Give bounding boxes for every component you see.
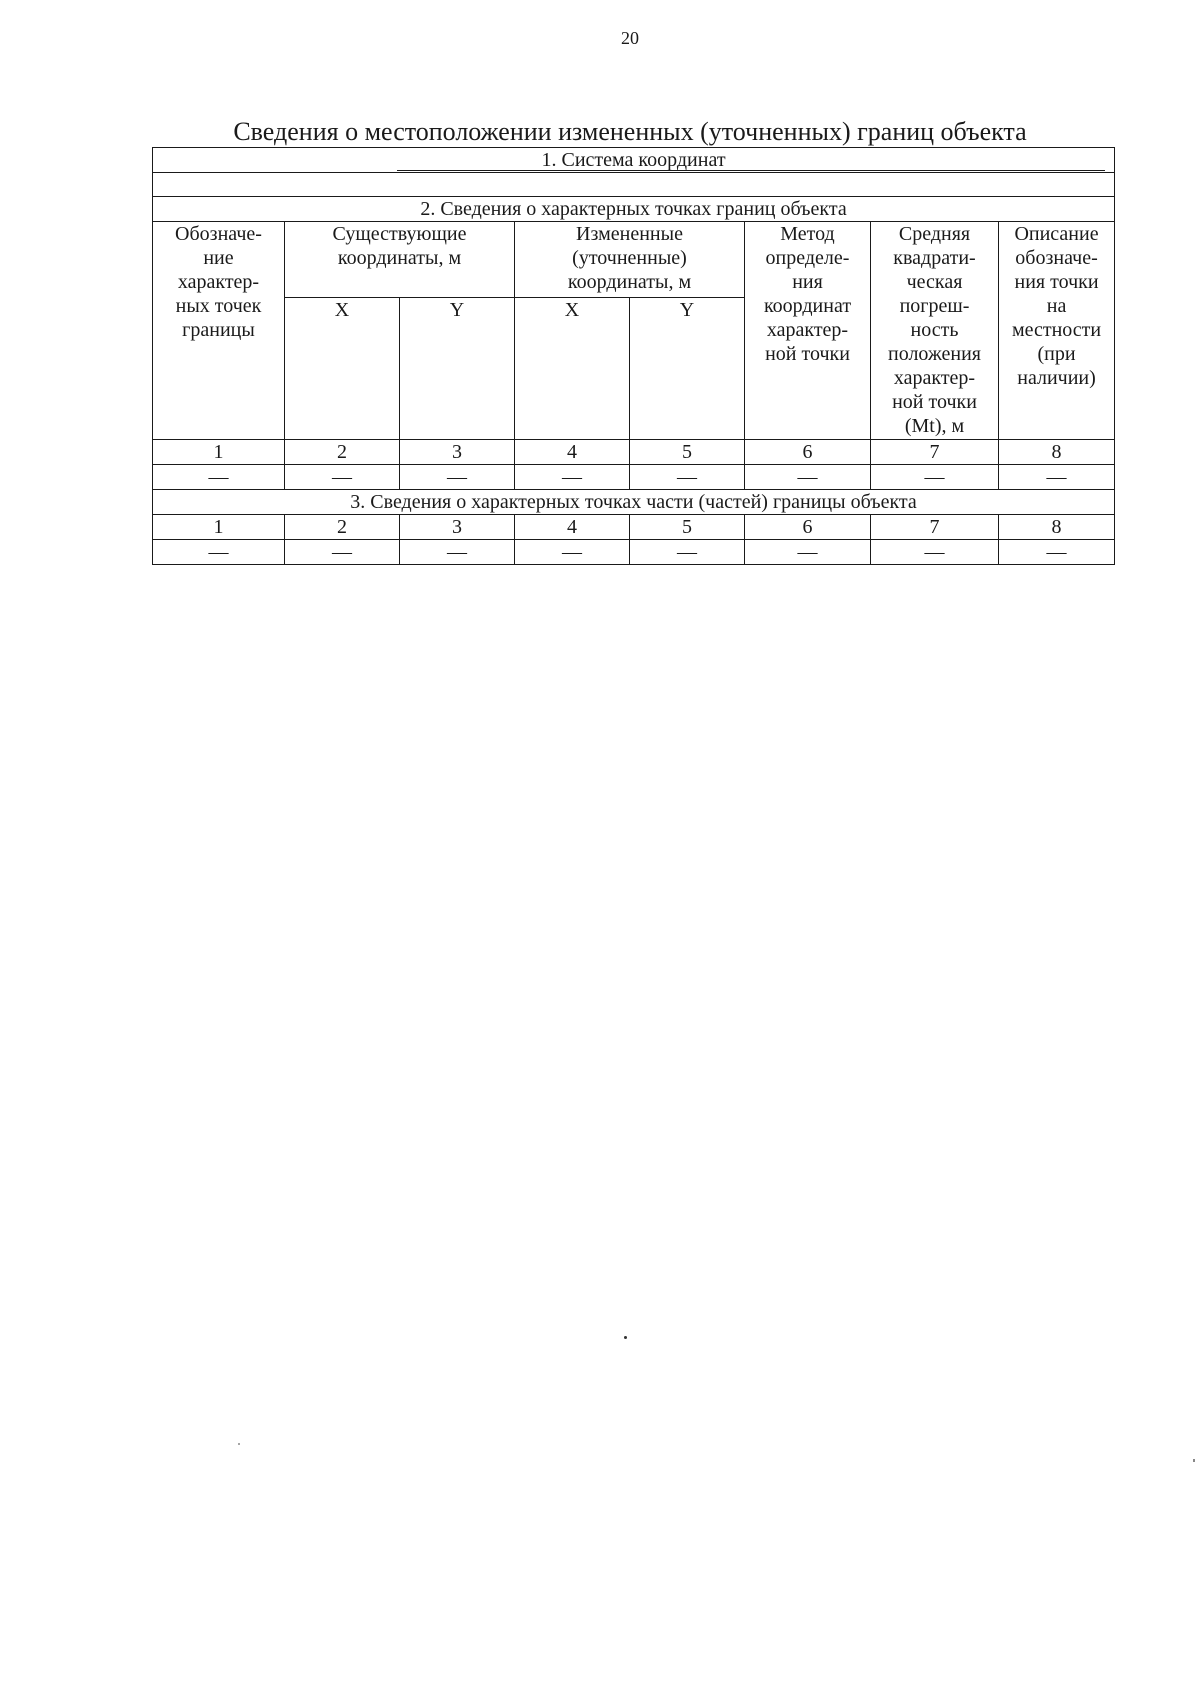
table-cell: — xyxy=(745,540,871,565)
header-changed-x: X xyxy=(515,298,630,440)
column-number: 3 xyxy=(400,515,515,540)
column-number: 1 xyxy=(153,515,285,540)
column-number: 5 xyxy=(630,515,745,540)
header-changed-y: Y xyxy=(630,298,745,440)
header-mean-square-error: Средняя квадрати- ческая погреш- ность положения характер- ной точки (Mt), м xyxy=(871,222,999,440)
column-number: 8 xyxy=(999,515,1115,540)
header-point-designation: Обозначе- ние характер- ных точек границы xyxy=(153,222,285,440)
header-changed-coordinates: Измененные (уточненные) координаты, м xyxy=(515,222,745,298)
table-cell: — xyxy=(999,540,1115,565)
section-1-row xyxy=(153,148,1115,173)
table-cell: — xyxy=(515,540,630,565)
boundary-points-table xyxy=(152,147,1115,565)
table-row xyxy=(153,540,1115,565)
table-cell: — xyxy=(745,465,871,490)
scan-speck xyxy=(1193,1459,1195,1462)
table-cell: — xyxy=(285,465,400,490)
section-2-column-numbers xyxy=(153,440,1115,465)
section-3-label: 3. Сведения о характерных точках части (частей) границы объекта xyxy=(153,490,1115,515)
document-title: Сведения о местоположении измененных (уточненных) границ объекта xyxy=(233,117,1027,146)
section-2-label: 2. Сведения о характерных точках границ объекта xyxy=(153,197,1115,222)
header-existing-y: Y xyxy=(400,298,515,440)
column-number: 2 xyxy=(285,440,400,465)
scan-speck xyxy=(238,1443,240,1445)
header-point-description: Описание обозначе- ния точки на местности (при наличии) xyxy=(999,222,1115,440)
section-3-column-numbers xyxy=(153,515,1115,540)
header-method: Метод определе- ния координат характер- ной точки xyxy=(745,222,871,440)
column-number: 8 xyxy=(999,440,1115,465)
table-row xyxy=(153,465,1115,490)
table-cell: — xyxy=(630,465,745,490)
column-number: 4 xyxy=(515,515,630,540)
column-number: 2 xyxy=(285,515,400,540)
column-number: 6 xyxy=(745,515,871,540)
column-number: 7 xyxy=(871,515,999,540)
table-cell: — xyxy=(285,540,400,565)
table-cell: — xyxy=(153,465,285,490)
table-cell: — xyxy=(400,540,515,565)
scan-speck xyxy=(624,1336,627,1339)
table-cell: — xyxy=(630,540,745,565)
column-number: 1 xyxy=(153,440,285,465)
table-cell: — xyxy=(400,465,515,490)
column-number: 4 xyxy=(515,440,630,465)
table-cell: — xyxy=(871,465,999,490)
column-number: 5 xyxy=(630,440,745,465)
table-cell: — xyxy=(153,540,285,565)
column-number: 3 xyxy=(400,440,515,465)
section-1-label: 1. Система координат xyxy=(541,149,726,171)
table-cell: — xyxy=(871,540,999,565)
header-existing-coordinates: Существующие координаты, м xyxy=(285,222,515,298)
column-number: 6 xyxy=(745,440,871,465)
section-1-value xyxy=(153,173,1115,197)
page-number: 20 xyxy=(621,28,639,48)
header-existing-x: X xyxy=(285,298,400,440)
table-cell: — xyxy=(999,465,1115,490)
column-number: 7 xyxy=(871,440,999,465)
table-cell: — xyxy=(515,465,630,490)
